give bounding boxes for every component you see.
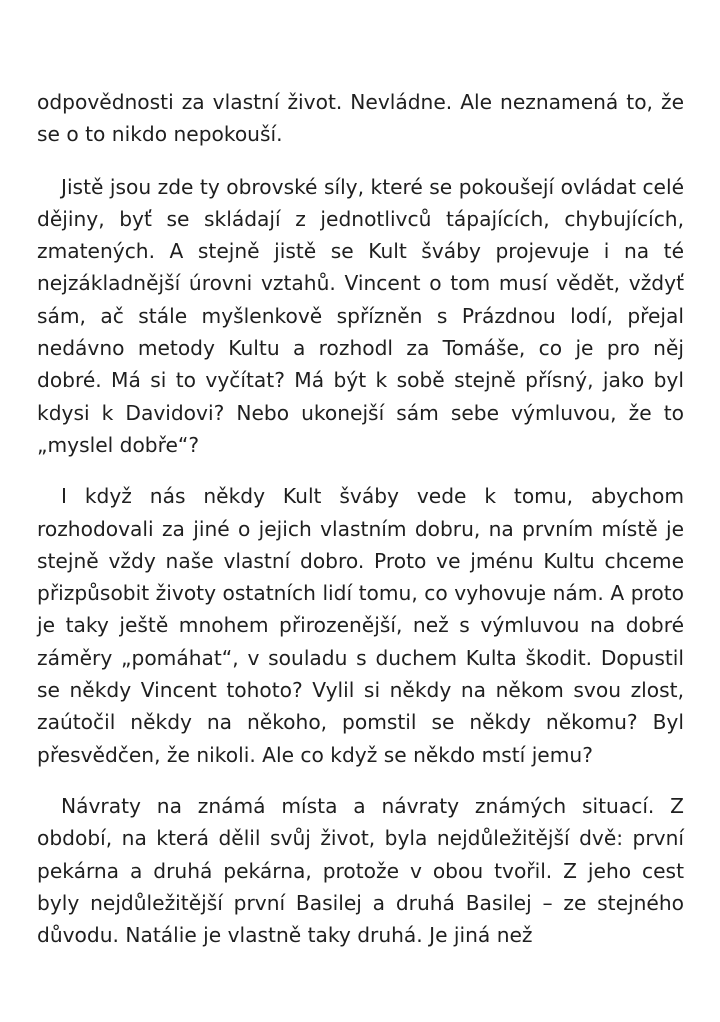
paragraph-continuation: odpovědnosti za vlastní život. Nevládne. Ale neznamená to, že se o to nikdo nepokouší. (37, 90, 684, 147)
paragraph: Jistě jsou zde ty obrovské síly, které se pokoušejí ovládat celé dějiny, byť se skládají z jednotlivců tápajících, chybujících, zmatených. A stejně jistě se Kult šváby projevuje i na té nejzákladnější úrovni vztahů. Vincent o tom musí vědět, vždyť sám, ač stále myšlenkově spřízněn s Prázdnou lodí, přejal nedávno metody Kultu a rozhodl za Tomáše, co je pro něj dobré. Má si to vyčítat? Má být k sobě stejně přísný, jako byl kdysi k Davidovi? Nebo ukonejší sám sebe výmluvou, že to „myslel dobře“? (37, 174, 684, 457)
paragraph: I když nás někdy Kult šváby vede k tomu, abychom rozhodovali za jiné o jejich vlastním dobru, na prvním místě je stejně vždy naše vlastní dobro. Proto ve jménu Kultu chceme přizpůsobit životy ostatních lidí tomu, co vyhovuje nám. A proto je taky ještě mnohem přirozenější, než s výmluvou na dobré záměry „pomáhat“, v souladu s duchem Kulta škodit. Dopustil se někdy Vincent tohoto? Vylil si někdy na někom svou zlost, zaútočil někdy na někoho, pomstil se někdy někomu? Byl přesvědčen, že nikoli. Ale co když se někdo mstí jemu? (37, 484, 684, 767)
paragraph: Návraty na známá místa a návraty známých situací. Z období, na která dělil svůj život, byla nejdůležitější dvě: první pekárna a druhá pekárna, protože v obou tvořil. Z jeho cest byly nejdůležitější první Basilej a druhá Basilej – ze stejného důvodu. Natálie je vlastně taky druhá. Je jiná než (37, 793, 684, 948)
